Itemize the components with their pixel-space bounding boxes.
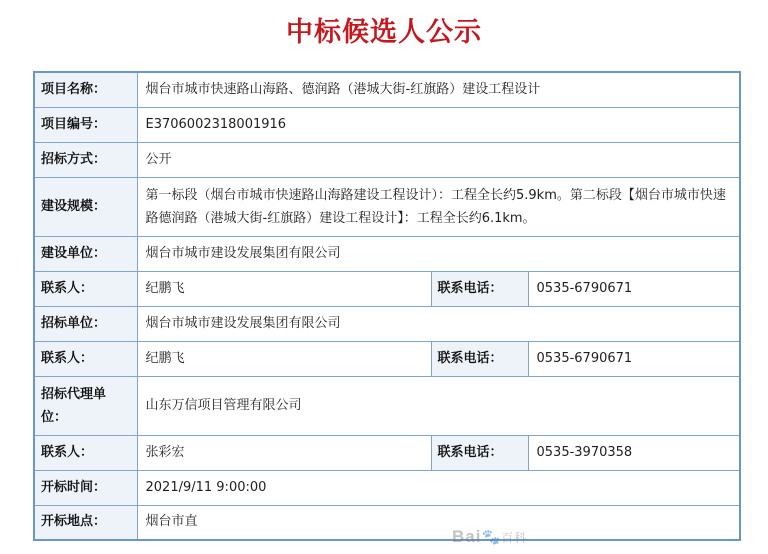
bid-method-value: 公开 — [137, 142, 740, 177]
scale-value: 第一标段（烟台市城市快速路山海路建设工程设计）：工程全长约5.9km。第二标段【烟台市城市快速路德润路（港城大街-红旗路）建设工程设计】：工程全长约6.1km。 — [137, 177, 740, 236]
open-place-label: 开标地点： — [34, 505, 137, 540]
contact-value: 纪鹏飞 — [137, 341, 431, 376]
phone-label: 联系电话： — [431, 341, 528, 376]
phone-label: 联系电话： — [431, 271, 528, 306]
open-time-value: 2021/9/11 9:00:00 — [137, 470, 740, 505]
table-row — [34, 505, 740, 540]
agency-value: 山东万信项目管理有限公司 — [137, 376, 740, 435]
contact-label: 联系人： — [34, 435, 137, 470]
contact-label: 联系人： — [34, 271, 137, 306]
table-row — [34, 341, 740, 376]
project-no-value: E3706002318001916 — [137, 107, 740, 142]
table-row — [34, 72, 740, 107]
phone-label: 联系电话： — [431, 435, 528, 470]
contact-label: 联系人： — [34, 341, 137, 376]
table-row — [34, 376, 740, 435]
contact-value: 张彩宏 — [137, 435, 431, 470]
phone-value: 0535-6790671 — [528, 341, 740, 376]
table-row — [34, 236, 740, 271]
table-row — [34, 177, 740, 236]
tenderer-label: 招标单位： — [34, 306, 137, 341]
phone-value: 0535-3970358 — [528, 435, 740, 470]
bid-method-label: 招标方式： — [34, 142, 137, 177]
open-time-label: 开标时间： — [34, 470, 137, 505]
table-row — [34, 435, 740, 470]
phone-value: 0535-6790671 — [528, 271, 740, 306]
table-row — [34, 470, 740, 505]
agency-label: 招标代理单位： — [34, 376, 137, 435]
baidu-watermark — [452, 527, 527, 547]
tenderer-value: 烟台市城市建设发展集团有限公司 — [137, 306, 740, 341]
project-name-value: 烟台市城市快速路山海路、德润路（港城大街-红旗路）建设工程设计 — [137, 72, 740, 107]
bid-info-table — [33, 71, 741, 541]
table-row — [34, 271, 740, 306]
table-row — [34, 306, 740, 341]
contact-value: 纪鹏飞 — [137, 271, 431, 306]
project-name-label: 项目名称： — [34, 72, 137, 107]
project-no-label: 项目编号： — [34, 107, 137, 142]
builder-value: 烟台市城市建设发展集团有限公司 — [137, 236, 740, 271]
paw-icon: 🐾 — [481, 529, 502, 546]
watermark-text: Bai — [452, 527, 482, 546]
watermark-suffix: 百科 — [501, 531, 528, 545]
page-title: 中标候选人公示 — [286, 17, 482, 48]
scale-label: 建设规模： — [34, 177, 137, 236]
open-place-value: 烟台市直 — [137, 505, 740, 540]
table-row — [34, 142, 740, 177]
table-row — [34, 107, 740, 142]
builder-label: 建设单位： — [34, 236, 137, 271]
